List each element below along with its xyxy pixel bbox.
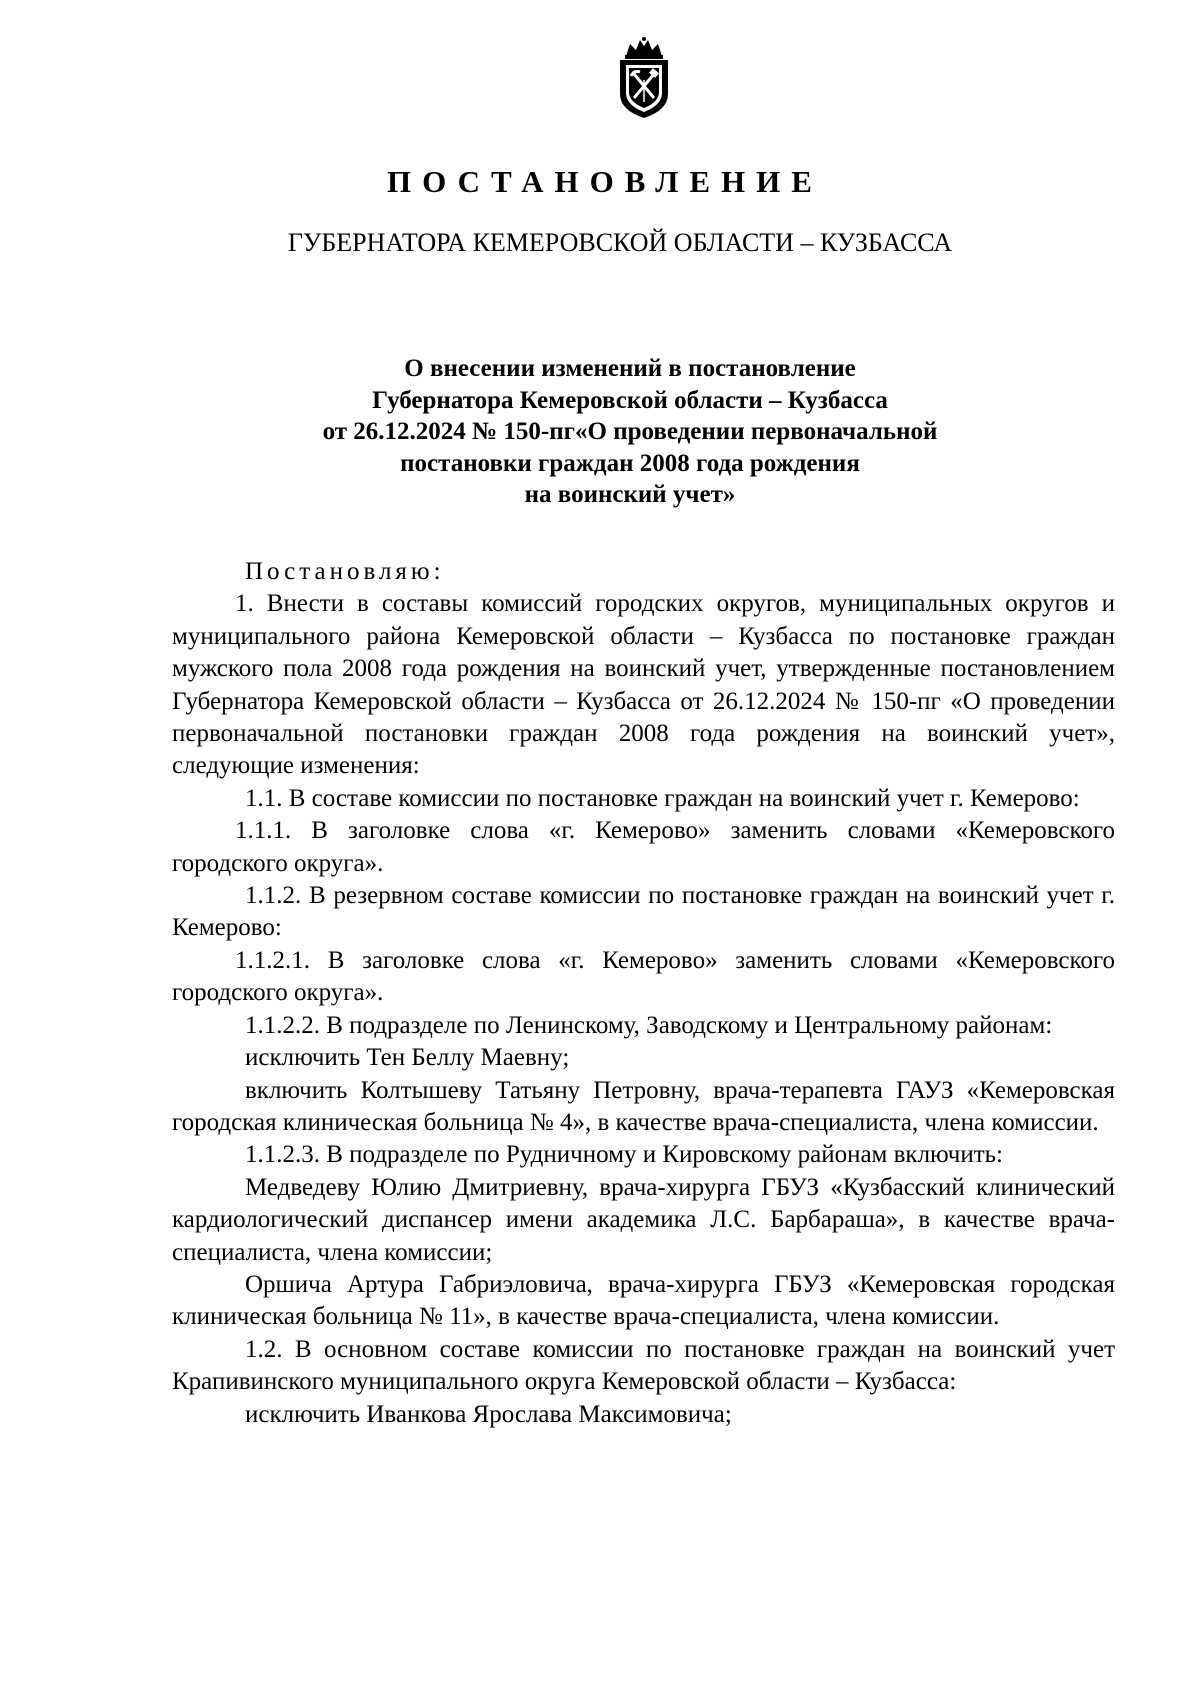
paragraph-item-1-1-2-2: 1.1.2.2. В подразделе по Ленинскому, Заводскому и Центральному районам: (245, 1011, 1053, 1039)
paragraph-include-1: включить Колтышеву Татьяну Петровну, врача-терапевта ГАУЗ «Кемеровская городская клиническая больница № 4», в качестве врача-специалиста, члена комиссии. (172, 1076, 1115, 1136)
paragraph-include-3: Оршича Артура Габриэловича, врача-хирурга ГБУЗ «Кемеровская городская клиническая больница № 11», в качестве врача-специалиста, члена комиссии. (172, 1270, 1115, 1331)
title-line: постановки граждан 2008 года рождения (400, 449, 860, 477)
paragraph-item-1-1: 1.1. В составе комиссии по постановке граждан на воинский учет г. Кемерово: (245, 784, 1080, 812)
paragraph-item-1-1-2-3: 1.1.2.3. В подразделе по Рудничному и Кировскому районам включить: (245, 1141, 1003, 1169)
paragraph-include-2: Медведеву Юлию Дмитриевну, врача-хирурга ГБУЗ «Кузбасский клинический кардиологический диспансер имени академика Л.С. Барбараша», в качестве врача-специалиста, члена комиссии; (172, 1173, 1115, 1266)
title-line: на воинский учет» (524, 481, 736, 508)
title-line: Губернатора Кемеровской области – Кузбасса (372, 386, 888, 414)
paragraph-item-1-1-1: 1.1.1. В заголовке слова «г. Кемерово» заменить словами «Кемеровского городского округа». (172, 817, 1115, 877)
paragraph-exclude-1: исключить Тен Беллу Маевну; (245, 1044, 570, 1072)
paragraph-item-1: 1. Внести в составы комиссий городских округов, муниципальных округов и муниципального района Кемеровской области – Кузбасса по постановке граждан мужского пола 2008 года рождения на воинский учет, утвержденные постановлением Губернатора Кемеровской области – Кузбасса от 26.12.2024 № 150-пг «О проведении первоначальной постановки граждан 2008 года рождения на воинский учет», следующие изменения: (172, 590, 1115, 780)
paragraph-item-1-1-2-1: 1.1.2.1. В заголовке слова «г. Кемерово» заменить словами «Кемеровского городского округа». (172, 946, 1115, 1007)
opening-word: Постановляю: (245, 558, 445, 585)
document-type-heading: ПОСТАНОВЛЕНИЕ (387, 164, 823, 199)
document-title (240, 353, 1020, 511)
paragraph-item-1-2: 1.2. В основном составе комиссии по постановке граждан на воинский учет Крапивинского муниципального округа Кемеровской области – Кузбасса: (172, 1335, 1115, 1396)
issuing-authority: ГУБЕРНАТОРА КЕМЕРОВСКОЙ ОБЛАСТИ – КУЗБАССА (287, 228, 953, 257)
paragraph-exclude-2: исключить Иванкова Ярослава Максимовича; (245, 1400, 732, 1428)
title-line: от 26.12.2024 № 150-пг«О проведении первоначальной (322, 418, 938, 445)
document-body (172, 556, 1115, 1431)
paragraph-item-1-1-2: 1.1.2. В резервном составе комиссии по постановке граждан на воинский учет г. Кемерово: (172, 882, 1115, 942)
title-line: О внесении изменений в постановление (404, 355, 856, 382)
kuzbass-coat-of-arms-icon (612, 36, 676, 120)
